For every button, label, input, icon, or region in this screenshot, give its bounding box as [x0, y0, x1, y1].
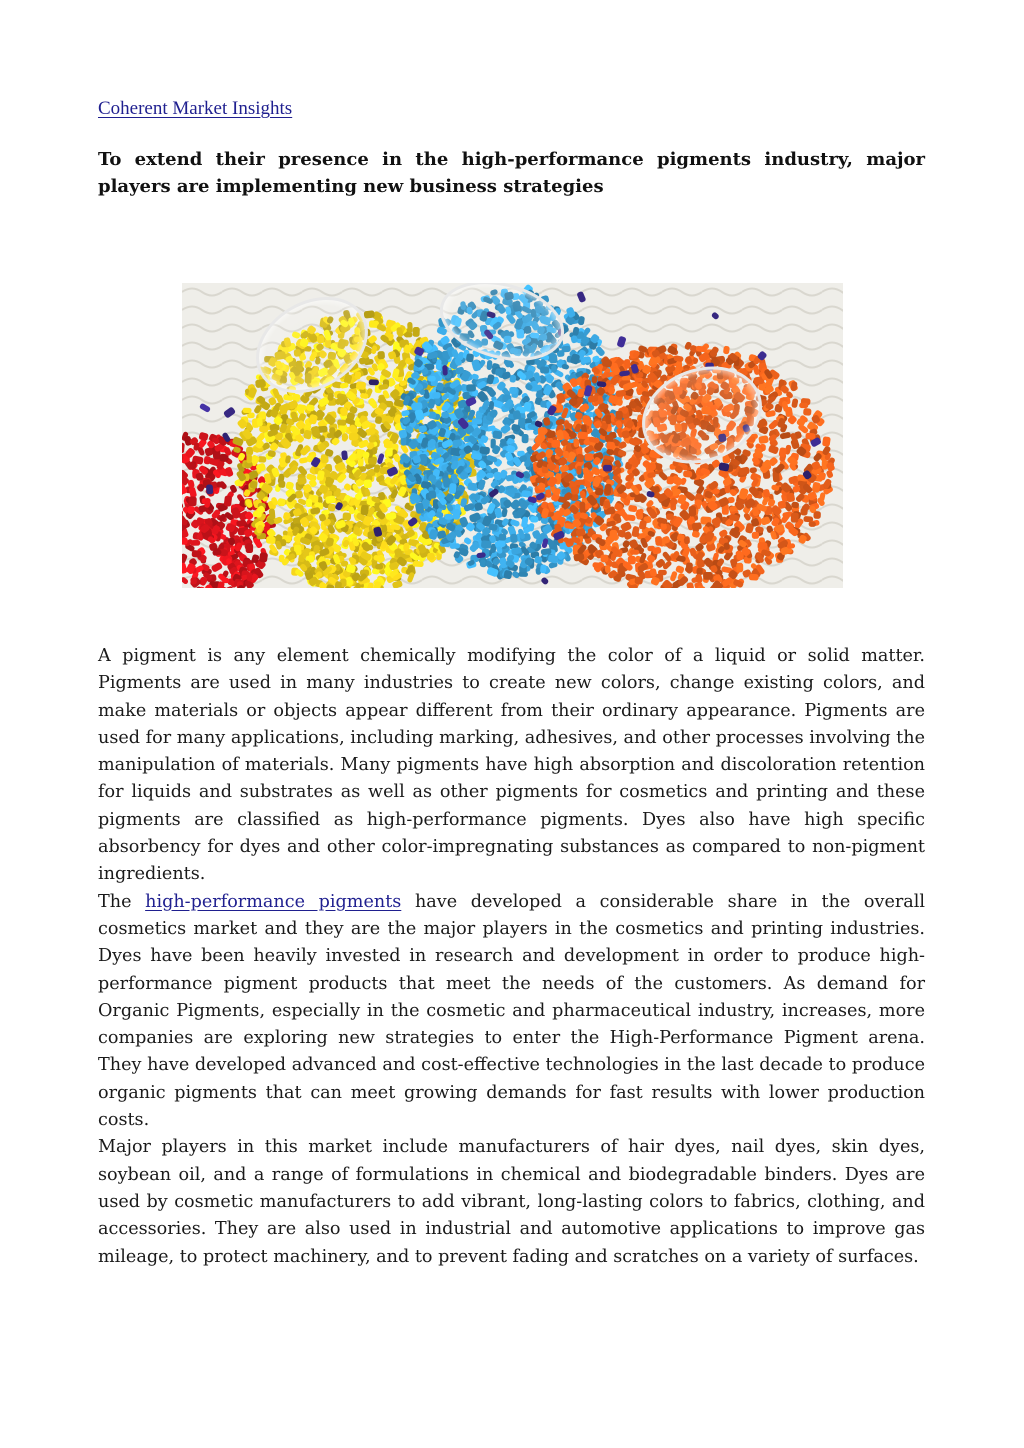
- yellow-granule: [360, 505, 369, 516]
- orange-granule: [655, 536, 663, 546]
- red-granule: [190, 540, 200, 546]
- blue-granule: [449, 483, 457, 494]
- orange-granule: [666, 513, 674, 520]
- paragraph-2: [98, 889, 925, 1135]
- pigment-granules-image: [182, 283, 843, 588]
- yellow-granule: [368, 436, 375, 443]
- yellow-granule: [249, 481, 257, 489]
- paragraph-3: Major players in this market include manufacturers of hair dyes, nail dyes, skin dyes, soybean oil, and a range of formulations in chemical and biodegradable binders. Dyes are used by cosmetic manufacturers to add vibrant, long-lasting colors to fabrics, clothing, and accessories. They are also used in industrial and automotive applications to improve gas mileage, to protect machinery, and to prevent fading and scratches on a variety of surfaces.: [98, 1137, 925, 1267]
- high-performance-pigments-link[interactable]: high-performance pigments: [145, 891, 402, 912]
- blue-granule: [450, 543, 461, 549]
- orange-granule: [749, 574, 759, 581]
- orange-granule: [692, 522, 702, 530]
- blue-granule: [518, 572, 528, 577]
- orange-granule: [822, 436, 831, 447]
- orange-granule: [803, 408, 812, 416]
- orange-granule: [605, 415, 611, 424]
- orange-granule: [600, 404, 609, 410]
- yellow-granule: [246, 454, 252, 463]
- yellow-granule: [412, 561, 423, 567]
- blue-granule: [492, 430, 502, 439]
- orange-granule: [752, 532, 760, 539]
- orange-granule: [592, 562, 602, 568]
- orange-granule: [584, 453, 593, 461]
- purple-granule: [442, 365, 448, 376]
- paragraph-1: A pigment is any element chemically modifying the color of a liquid or solid matter. Pigments are used in many industries to create new colors, change existing colors, and make materials or objects appear different from their ordinary appearance. Pigments are used for many applications, including marking, adhesives, and other processes involving the manipulation of materials. Many pigments have high absorption and discoloration retention for liquids and substrates as well as other pigments for cosmetics and printing and these pigments are classified as high-performance pigments. Dyes also have high specific absorbency for dyes and other color-impregnating substances as compared to non-pigment ingredients.: [98, 646, 925, 885]
- blue-granule: [561, 346, 570, 353]
- orange-granule: [799, 403, 808, 408]
- red-granule: [188, 496, 196, 506]
- yellow-granule: [407, 322, 413, 333]
- blue-granule: [445, 514, 454, 520]
- orange-granule: [648, 463, 656, 471]
- yellow-granule: [242, 408, 251, 413]
- orange-granule: [630, 550, 639, 555]
- yellow-granule: [384, 440, 393, 448]
- yellow-granule: [427, 553, 435, 560]
- yellow-granule: [364, 479, 372, 488]
- blue-granule: [510, 534, 518, 544]
- paragraph-2-body: have developed a considerable share in the overall cosmetics market and they are the major players in the cosmetics and printing industries. Dyes have been heavily invested in research and development in order to produce high-performance pigment products that meet the needs of the customers. As demand for Organic Pigments, especially in the cosmetic and pharmaceutical industry, increases, more companies are exploring new strategies to enter the High-Performance Pigment arena. They have developed advanced and cost-effective technologies in the last decade to produce organic pigments that can meet growing demands for fast results with lower production costs.: [98, 891, 926, 1131]
- red-granule: [247, 572, 252, 581]
- yellow-granule: [259, 426, 269, 433]
- red-granule: [246, 543, 254, 553]
- red-granule: [224, 495, 233, 507]
- yellow-granule: [364, 310, 375, 319]
- orange-granule: [791, 512, 799, 522]
- yellow-granule: [349, 433, 358, 441]
- orange-granule: [551, 440, 560, 448]
- yellow-granule: [269, 508, 276, 519]
- orange-granule: [688, 506, 696, 517]
- red-granule: [216, 482, 224, 488]
- orange-granule: [686, 562, 693, 572]
- red-granule: [182, 537, 188, 544]
- yellow-granule: [356, 381, 367, 390]
- blue-granule: [509, 387, 517, 394]
- orange-granule: [610, 530, 618, 539]
- orange-granule: [573, 438, 579, 447]
- article-body: [98, 643, 925, 1271]
- pigment-granules-illustration: [182, 283, 843, 588]
- yellow-granule: [337, 419, 347, 426]
- orange-granule: [736, 563, 743, 573]
- yellow-granule: [306, 499, 313, 508]
- orange-granule: [757, 542, 767, 550]
- blue-granule: [540, 367, 549, 374]
- red-granule: [191, 550, 201, 558]
- orange-granule: [787, 543, 796, 549]
- orange-granule: [754, 448, 762, 455]
- red-granule: [190, 577, 197, 585]
- orange-granule: [703, 572, 713, 580]
- red-granule: [187, 506, 194, 514]
- orange-granule: [683, 470, 693, 477]
- orange-granule: [600, 555, 608, 563]
- paragraph-2-prefix: The: [98, 891, 132, 912]
- blue-granule: [432, 392, 440, 399]
- orange-granule: [574, 479, 585, 485]
- blue-granule: [428, 490, 436, 499]
- blue-granule: [486, 473, 494, 478]
- article-headline: To extend their presence in the high-performance pigments industry, major players are implementing new business strategies: [98, 149, 925, 197]
- blue-granule: [441, 412, 449, 419]
- yellow-granule: [405, 332, 413, 338]
- yellow-granule: [343, 512, 352, 520]
- orange-granule: [615, 411, 623, 420]
- blue-granule: [466, 384, 476, 392]
- orange-granule: [579, 502, 585, 513]
- orange-granule: [634, 576, 643, 584]
- yellow-granule: [340, 407, 348, 416]
- blue-granule: [499, 534, 507, 541]
- orange-granule: [632, 459, 639, 468]
- blue-granule: [453, 509, 460, 519]
- yellow-granule: [354, 371, 361, 379]
- yellow-granule: [377, 351, 385, 359]
- yellow-granule: [278, 480, 286, 488]
- orange-granule: [805, 433, 816, 440]
- blue-granule: [522, 434, 529, 443]
- blue-granule: [530, 516, 538, 522]
- orange-granule: [606, 441, 615, 449]
- yellow-granule: [413, 327, 420, 337]
- brand-link[interactable]: Coherent Market Insights: [98, 98, 293, 119]
- orange-granule: [571, 486, 580, 494]
- orange-granule: [800, 508, 807, 516]
- orange-granule: [577, 431, 588, 439]
- orange-granule: [684, 536, 690, 544]
- blue-granule: [428, 376, 436, 382]
- orange-granule: [576, 466, 582, 475]
- blue-granule: [479, 446, 490, 454]
- purple-granule: [603, 465, 612, 472]
- purple-granule: [369, 379, 379, 385]
- purple-granule: [206, 484, 213, 494]
- blue-granule: [549, 354, 558, 364]
- yellow-granule: [375, 564, 383, 570]
- blue-granule: [481, 540, 492, 549]
